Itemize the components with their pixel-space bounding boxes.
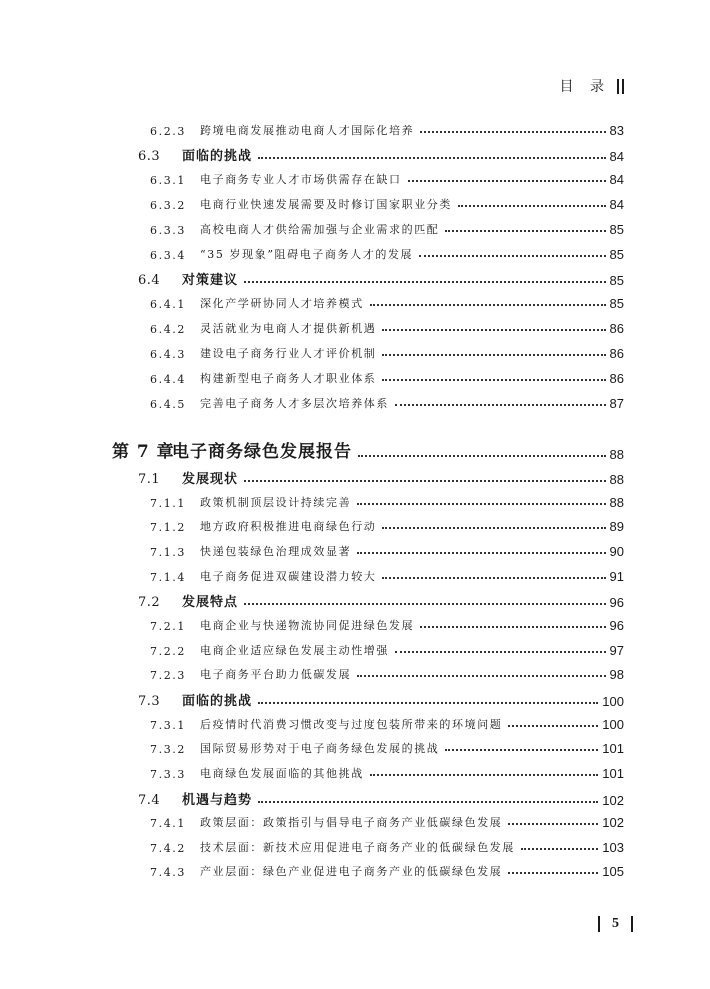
toc-entry-page: 88 [609, 472, 624, 487]
toc-entry-page: 89 [609, 519, 624, 534]
toc-entry-number: 7.3.1 [150, 719, 186, 732]
toc-entry-title: 机遇与趋势 [182, 793, 253, 808]
toc-entry-title: 电子商务绿色发展报告 [172, 442, 352, 462]
header-label: 目 录 [559, 79, 610, 95]
toc-subsection-entry[interactable] [150, 320, 624, 336]
toc-entry-number: 6.3.1 [150, 174, 186, 187]
toc-entry-title: 构建新型电子商务人才职业体系 [200, 372, 377, 385]
toc-entry-page: 83 [609, 123, 624, 138]
toc-entry-page: 84 [609, 149, 624, 164]
toc-entry-number: 7.4 [138, 793, 161, 808]
toc-subsection-entry[interactable] [150, 246, 624, 262]
toc-entry-title: 地方政府积极推进电商绿色行动 [200, 520, 377, 533]
toc-dot-leader [445, 749, 598, 751]
toc-entry-page: 100 [602, 717, 624, 732]
toc-entry-title: 政策机制顶层设计持续完善 [200, 496, 352, 509]
toc-entry-title: 灵活就业为电商人才提供新机遇 [200, 322, 377, 335]
toc-entry-number: 7.1 [138, 472, 161, 487]
toc-subsection-entry[interactable] [150, 642, 624, 658]
toc-dot-leader [508, 823, 598, 825]
toc-dot-leader [357, 675, 605, 677]
toc-entry-page: 86 [609, 371, 624, 386]
toc-entry-number: 7.4.1 [150, 817, 186, 830]
toc-entry-page: 98 [609, 667, 624, 682]
toc-dot-leader [420, 626, 605, 628]
toc-entry-title: 电子商务促进双碳建设潜力较大 [200, 570, 377, 583]
toc-entry-number: 6.3.3 [150, 224, 186, 237]
toc-dot-leader [382, 379, 605, 381]
toc-subsection-entry[interactable] [150, 543, 624, 559]
toc-entry-title: “35 岁现象”阻碍电子商务人才的发展 [200, 248, 414, 261]
toc-section-entry[interactable] [138, 146, 624, 164]
toc-entry-page: 101 [602, 741, 624, 756]
toc-entry-page: 102 [602, 793, 624, 808]
toc-entry-page: 88 [609, 495, 624, 510]
toc-entry-number: 6.4.5 [150, 398, 186, 411]
toc-section-entry[interactable] [138, 270, 624, 288]
toc-entry-title: 对策建议 [182, 273, 239, 288]
toc-entry-number: 7.2.2 [150, 645, 186, 658]
toc-dot-leader [258, 157, 606, 159]
toc-entry-number: 6.3.2 [150, 199, 186, 212]
toc-entry-title: 技术层面：新技术应用促进电子商务产业的低碳绿色发展 [200, 841, 515, 854]
toc-entry-title: 产业层面：绿色产业促进电子商务产业的低碳绿色发展 [200, 865, 503, 878]
toc-entry-number: 7.1.2 [150, 521, 186, 534]
toc-subsection-entry[interactable] [150, 295, 624, 311]
toc-entry-title: 发展现状 [182, 472, 239, 487]
footer-bar-left-icon [598, 916, 600, 932]
toc-subsection-entry[interactable] [150, 666, 624, 682]
toc-entry-page: 100 [602, 694, 624, 709]
toc-dot-leader [508, 872, 598, 874]
toc-subsection-entry[interactable] [150, 395, 624, 411]
footer-bar-right-icon [631, 916, 633, 932]
toc-dot-leader [244, 603, 606, 605]
toc-dot-leader [419, 255, 605, 257]
toc-entry-page: 96 [609, 595, 624, 610]
toc-entry-title: 高校电商人才供给需加强与企业需求的匹配 [200, 223, 440, 236]
toc-entry-number: 6.4.4 [150, 373, 186, 386]
toc-entry-title: 完善电子商务人才多层次培养体系 [200, 397, 389, 410]
toc-entry-title: 电商行业快速发展需要及时修订国家职业分类 [200, 198, 452, 211]
toc-entry-page: 84 [609, 172, 624, 187]
toc-dot-leader [382, 577, 605, 579]
toc-entry-number: 7.4.3 [150, 866, 186, 879]
toc-dot-leader [521, 848, 598, 850]
toc-entry-page: 87 [609, 396, 624, 411]
toc-entry-page: 97 [609, 643, 624, 658]
toc-subsection-entry[interactable] [150, 814, 624, 830]
toc-subsection-entry[interactable] [150, 617, 624, 633]
toc-entry-title: 电子商务平台助力低碳发展 [200, 668, 352, 681]
toc-entry-title: 后疫情时代消费习惯改变与过度包装所带来的环境问题 [200, 718, 503, 731]
toc-entry-page: 96 [609, 618, 624, 633]
toc-entry-page: 101 [602, 766, 624, 781]
toc-subsection-entry[interactable] [150, 765, 624, 781]
toc-dot-leader [258, 702, 598, 704]
toc-entry-number: 7.1.1 [150, 497, 186, 510]
toc-entry-number: 第 7 章 [112, 442, 175, 462]
page-footer [586, 916, 645, 932]
toc-subsection-entry[interactable] [150, 518, 624, 534]
toc-subsection-entry[interactable] [150, 122, 624, 138]
page-number: 5 [612, 916, 619, 931]
toc-entry-number: 7.4.2 [150, 842, 186, 855]
toc-dot-leader [244, 281, 606, 283]
toc-dot-leader [370, 774, 598, 776]
toc-entry-title: 面临的挑战 [182, 694, 253, 709]
toc-entry-title: 跨境电商发展推动电商人才国际化培养 [200, 124, 415, 137]
toc-entry-title: 政策层面：政策指引与倡导电子商务产业低碳绿色发展 [200, 816, 503, 829]
toc-entry-number: 7.3.3 [150, 768, 186, 781]
toc-entry-number: 6.4.3 [150, 348, 186, 361]
toc-entry-page: 90 [609, 544, 624, 559]
toc-entry-title: 建设电子商务行业人才评价机制 [200, 347, 377, 360]
toc-entry-number: 6.4 [138, 273, 161, 288]
toc-entry-page: 105 [602, 864, 624, 879]
toc-subsection-entry[interactable] [150, 370, 624, 386]
toc-subsection-entry[interactable] [150, 494, 624, 510]
toc-entry-title: 电子商务专业人才市场供需存在缺口 [200, 173, 402, 186]
toc-dot-leader [408, 180, 606, 182]
toc-entry-number: 6.4.1 [150, 298, 186, 311]
toc-dot-leader [445, 230, 605, 232]
toc-entry-number: 7.2.1 [150, 620, 186, 633]
toc-dot-leader [420, 131, 605, 133]
toc-dot-leader [357, 552, 605, 554]
toc-section-entry[interactable] [138, 592, 624, 610]
toc-entry-number: 6.4.2 [150, 323, 186, 336]
toc-section-entry[interactable] [138, 790, 624, 808]
toc-entry-title: 快递包装绿色治理成效显著 [200, 545, 352, 558]
toc-section-entry[interactable] [138, 691, 624, 709]
toc-subsection-entry[interactable] [150, 863, 624, 879]
toc-chapter-entry[interactable] [112, 440, 624, 462]
toc-entry-title: 电商企业与快递物流协同促进绿色发展 [200, 619, 415, 632]
toc-entry-title: 面临的挑战 [182, 149, 253, 164]
toc-entry-title: 深化产学研协同人才培养模式 [200, 297, 364, 310]
toc-entry-number: 6.2.3 [150, 125, 186, 138]
toc-entry-number: 6.3 [138, 149, 161, 164]
toc-entry-title: 电商企业适应绿色发展主动性增强 [200, 644, 389, 657]
toc-dot-leader [508, 725, 598, 727]
toc-entry-page: 85 [609, 247, 624, 262]
toc-entry-number: 6.3.4 [150, 249, 186, 262]
toc-subsection-entry[interactable] [150, 839, 624, 855]
toc-entry-number: 7.3 [138, 694, 161, 709]
toc-dot-leader [357, 503, 605, 505]
toc-dot-leader [382, 354, 605, 356]
toc-subsection-entry[interactable] [150, 196, 624, 212]
toc-entry-number: 7.1.4 [150, 571, 186, 584]
toc-entry-page: 85 [609, 222, 624, 237]
toc-subsection-entry[interactable] [150, 345, 624, 361]
toc-entry-page: 86 [609, 321, 624, 336]
toc-entry-page: 102 [602, 815, 624, 830]
toc-subsection-entry[interactable] [150, 221, 624, 237]
toc-dot-leader [395, 404, 606, 406]
toc-entry-title: 国际贸易形势对于电子商务绿色发展的挑战 [200, 742, 440, 755]
toc-dot-leader [258, 801, 598, 803]
toc-entry-page: 103 [602, 840, 624, 855]
toc-entry-page: 91 [609, 569, 624, 584]
toc-entry-title: 发展特点 [182, 595, 239, 610]
toc-entry-number: 7.3.2 [150, 743, 186, 756]
toc-entry-number: 7.2 [138, 595, 161, 610]
toc-entry-number: 7.1.3 [150, 546, 186, 559]
toc-dot-leader [382, 329, 605, 331]
toc-dot-leader [458, 205, 606, 207]
toc-entry-page: 85 [609, 273, 624, 288]
toc-subsection-entry[interactable] [150, 568, 624, 584]
toc-entry-page: 85 [609, 296, 624, 311]
toc-dot-leader [382, 527, 605, 529]
toc-section-entry[interactable] [138, 469, 624, 487]
toc-subsection-entry[interactable] [150, 716, 624, 732]
toc-entry-page: 86 [609, 346, 624, 361]
toc-entry-number: 7.2.3 [150, 669, 186, 682]
toc-entry-page: 88 [609, 447, 624, 462]
toc-entry-page: 84 [609, 197, 624, 212]
toc-dot-leader [370, 304, 606, 306]
toc-dot-leader [358, 455, 606, 457]
toc-subsection-entry[interactable] [150, 740, 624, 756]
toc-subsection-entry[interactable] [150, 171, 624, 187]
toc-dot-leader [244, 480, 606, 482]
toc-entry-title: 电商绿色发展面临的其他挑战 [200, 767, 364, 780]
toc-dot-leader [395, 651, 606, 653]
